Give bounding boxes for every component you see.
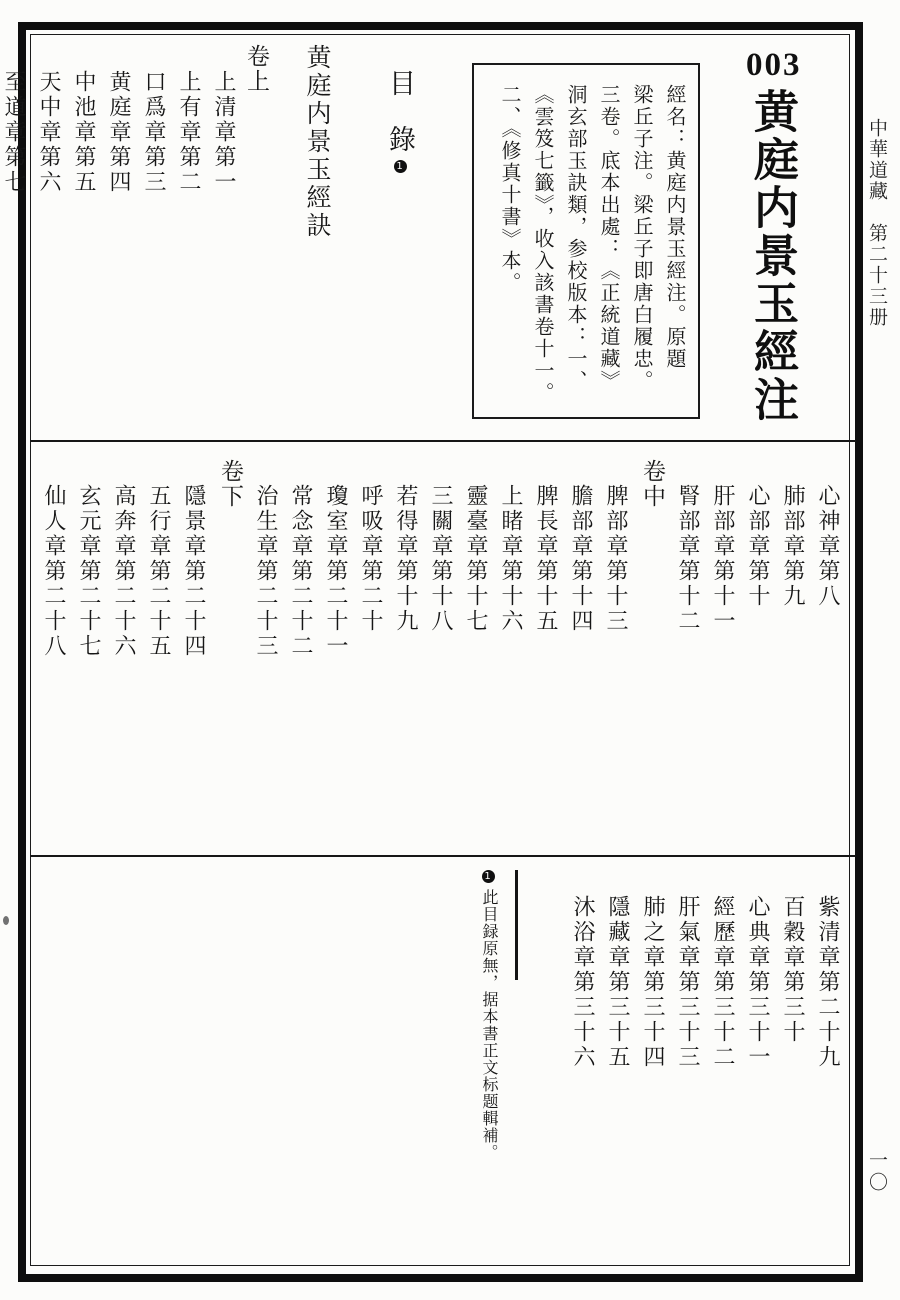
toc-chapter: 五行章第二十五 <box>147 484 172 659</box>
edition-note-line: 二、《修真十書》本。 <box>498 84 520 294</box>
volume-label-zhong: 卷中 <box>640 459 665 509</box>
toc-chapter: 若得章第十九 <box>394 484 419 634</box>
toc-chapter: 天中章第六 <box>37 70 62 195</box>
toc-chapter: 隱藏章第三十五 <box>606 895 631 1070</box>
toc-chapter: 沐浴章第三十六 <box>571 895 596 1070</box>
volume-label-xia: 卷下 <box>218 459 243 509</box>
toc-chapter: 治生章第二十三 <box>254 484 279 659</box>
footnote-marker-icon <box>394 160 407 173</box>
footnote-marker-icon <box>482 870 495 883</box>
footnote-divider-rule <box>515 870 518 980</box>
toc-chapter: 呼吸章第二十 <box>359 484 384 634</box>
toc-chapter: 玄元章第二十七 <box>77 484 102 659</box>
toc-chapter: 心典章第三十一 <box>746 895 771 1070</box>
toc-chapter: 靈臺章第十七 <box>464 484 489 634</box>
toc-chapter: 瓊室章第二十一 <box>324 484 349 659</box>
toc-heading-column <box>386 69 414 444</box>
toc-chapter: 心部章第十 <box>746 484 771 609</box>
footnote-marker-digit: 1 <box>396 161 404 172</box>
toc-chapter: 口爲章第三 <box>142 70 167 195</box>
toc-chapter: 肝氣章第三十三 <box>676 895 701 1070</box>
edition-note-line: 洞玄部玉訣類，参校版本：一、 <box>564 84 586 392</box>
toc-chapter: 經歷章第三十二 <box>711 895 736 1070</box>
toc-chapter: 心神章第八 <box>816 484 841 609</box>
toc-chapter: 三關章第十八 <box>429 484 454 634</box>
toc-chapter: 脾部章第十三 <box>604 484 629 634</box>
toc-chapter: 膽部章第十四 <box>569 484 594 634</box>
toc-chapter: 上清章第一 <box>212 70 237 195</box>
text-serial-number: 003 <box>746 47 802 83</box>
toc-chapter: 黄庭章第四 <box>107 70 132 195</box>
toc-chapter: 脾長章第十五 <box>534 484 559 634</box>
toc-chapter: 上睹章第十六 <box>499 484 524 634</box>
toc-heading: 目 錄 <box>385 69 415 153</box>
edition-note-line: 經名：黄庭内景玉經注。原題 <box>663 84 685 370</box>
toc-chapter: 仙人章第二十八 <box>42 484 67 659</box>
edition-note-line: 三卷。底本出處：《正統道藏》 <box>597 84 619 392</box>
volume-label-shang: 卷上 <box>244 44 269 94</box>
toc-chapter: 百穀章第三十 <box>781 895 806 1045</box>
toc-chapter: 紫清章第二十九 <box>816 895 841 1070</box>
collection-volume-label: 中華道藏 第二十三册 <box>866 118 887 328</box>
toc-chapter: 肺之章第三十四 <box>641 895 666 1070</box>
page-number: 一〇 <box>866 1150 887 1194</box>
edition-note-line: 梁丘子注。梁丘子即唐白履忠。 <box>630 84 652 392</box>
book-main-title: 黄庭内景玉經注 <box>747 88 797 424</box>
scan-artifact <box>3 916 9 925</box>
toc-subtitle: 黄庭内景玉經訣 <box>303 44 330 240</box>
toc-chapter: 肺部章第九 <box>781 484 806 609</box>
edition-note-box <box>472 63 700 419</box>
footnote-text: 此目録原無，据本書正文标题輯補。 <box>480 889 497 1161</box>
footnote <box>478 870 499 1198</box>
footnote-marker-digit: 1 <box>484 871 492 882</box>
toc-chapter: 常念章第二十二 <box>289 484 314 659</box>
toc-chapter: 至道章第七 <box>2 70 27 195</box>
toc-chapter: 上有章第二 <box>177 70 202 195</box>
toc-chapter: 肝部章第十一 <box>711 484 736 634</box>
toc-band-top <box>2 40 700 444</box>
toc-chapter: 隱景章第二十四 <box>182 484 207 659</box>
toc-chapter: 中池章第五 <box>72 70 97 195</box>
toc-band-middle <box>40 457 840 857</box>
edition-note-line: 《雲笈七籤》，收入該書卷十一。 <box>531 84 553 404</box>
toc-chapter: 高奔章第二十六 <box>112 484 137 659</box>
toc-chapter: 腎部章第十二 <box>676 484 701 634</box>
toc-band-bottom <box>40 868 840 1198</box>
